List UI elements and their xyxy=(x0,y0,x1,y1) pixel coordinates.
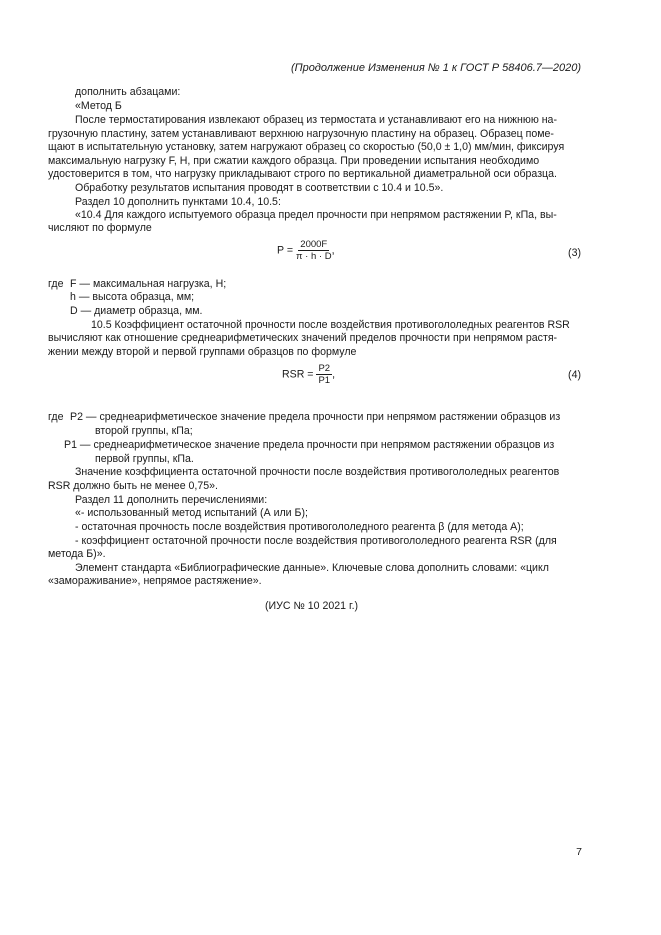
text-line: удостоверится в том, что нагрузку прикладывают строго по вертикальной диаметральной оси образца. xyxy=(48,168,557,180)
text-line: где xyxy=(48,411,64,423)
running-header: (Продолжение Изменения № 1 к ГОСТ Р 58406.7—2020) xyxy=(290,62,581,74)
text-line: - коэффициент остаточной прочности после воздействия противогололедного реагента RSR (для xyxy=(75,535,557,547)
formula-3-numerator: 2000F xyxy=(300,239,328,250)
formula-3-tail: , xyxy=(331,244,335,257)
formula-3-denominator: π · h · D xyxy=(295,251,332,262)
text-line: грузочную пластину, затем устанавливают верхнюю нагрузочную пластину на образец. Образец поме- xyxy=(48,128,554,140)
text-line: «Метод Б xyxy=(75,100,122,112)
formula-4-number: (4) xyxy=(568,369,581,381)
text-line: вычисляют как отношение среднеарифметических значений пределов прочности при непрямом растя- xyxy=(48,332,558,344)
text-line: где xyxy=(48,278,64,290)
text-line: F — максимальная нагрузка, Н; xyxy=(70,278,227,290)
text-line: дополнить абзацами: xyxy=(75,86,181,98)
text-line: Значение коэффициента остаточной прочности после воздействия противогололедных реагентов xyxy=(75,466,560,478)
formula-3-fraction xyxy=(296,239,332,262)
formula-3 xyxy=(277,239,335,262)
text-line: метода Б)». xyxy=(48,548,106,560)
ius-reference: (ИУС № 10 2021 г.) xyxy=(265,600,359,612)
text-line: щают в испытательную установку, затем нагружают образец со скоростью (50,0 ± 1,0) мм/мин, фиксируя xyxy=(48,141,565,153)
text-line: Обработку результатов испытания проводят в соответствии с 10.4 и 10.5». xyxy=(75,182,444,194)
text-line: - остаточная прочность после воздействия противогололедного реагента β (для метода А); xyxy=(75,521,524,533)
formula-3-number: (3) xyxy=(568,247,581,259)
formula-4-fraction xyxy=(316,363,332,386)
text-line: Элемент стандарта «Библиографические данные». Ключевые слова дополнить словами: «цикл xyxy=(75,562,549,574)
text-line: жении между второй и первой группами образцов по формуле xyxy=(48,346,357,358)
text-line: 10.5 Коэффициент остаточной прочности после воздействия противогололедных реагентов RSR xyxy=(91,319,570,331)
formula-4-denominator: P1 xyxy=(318,375,331,386)
formula-4-numerator: P2 xyxy=(318,363,331,374)
text-line: D — диаметр образца, мм. xyxy=(70,305,203,317)
text-line: P2 — среднеарифметическое значение предела прочности при непрямом растяжении образцов из xyxy=(70,411,561,423)
text-line: «- использованный метод испытаний (А или Б); xyxy=(75,507,308,519)
text-line: второй группы, кПа; xyxy=(95,425,193,437)
text-line: максимальную нагрузку F, Н, при сжатии каждого образца. При проведении испытания необходимо xyxy=(48,155,540,167)
formula-3-lhs: P = xyxy=(277,244,294,257)
text-line: Раздел 11 дополнить перечислениями: xyxy=(75,494,268,506)
text-line: RSR должно быть не менее 0,75». xyxy=(48,480,218,492)
text-line: После термостатирования извлекают образец из термостата и устанавливают его на нижнюю на- xyxy=(75,114,557,126)
text-line: Раздел 10 дополнить пунктами 10.4, 10.5: xyxy=(75,196,281,208)
text-line: «10.4 Для каждого испытуемого образца предел прочности при непрямом растяжении P, кПа, вы- xyxy=(75,209,557,221)
text-line: числяют по формуле xyxy=(48,222,152,234)
page-number: 7 xyxy=(576,846,582,858)
text-line: первой группы, кПа. xyxy=(95,453,194,465)
text-line: «замораживание», непрямое растяжение». xyxy=(48,575,262,587)
formula-4 xyxy=(282,363,335,386)
text-line: P1 — среднеарифметическое значение предела прочности при непрямом растяжении образцов из xyxy=(64,439,555,451)
text-line: h — высота образца, мм; xyxy=(70,291,195,303)
formula-4-lhs: RSR = xyxy=(282,368,314,381)
formula-4-tail: , xyxy=(332,368,336,381)
